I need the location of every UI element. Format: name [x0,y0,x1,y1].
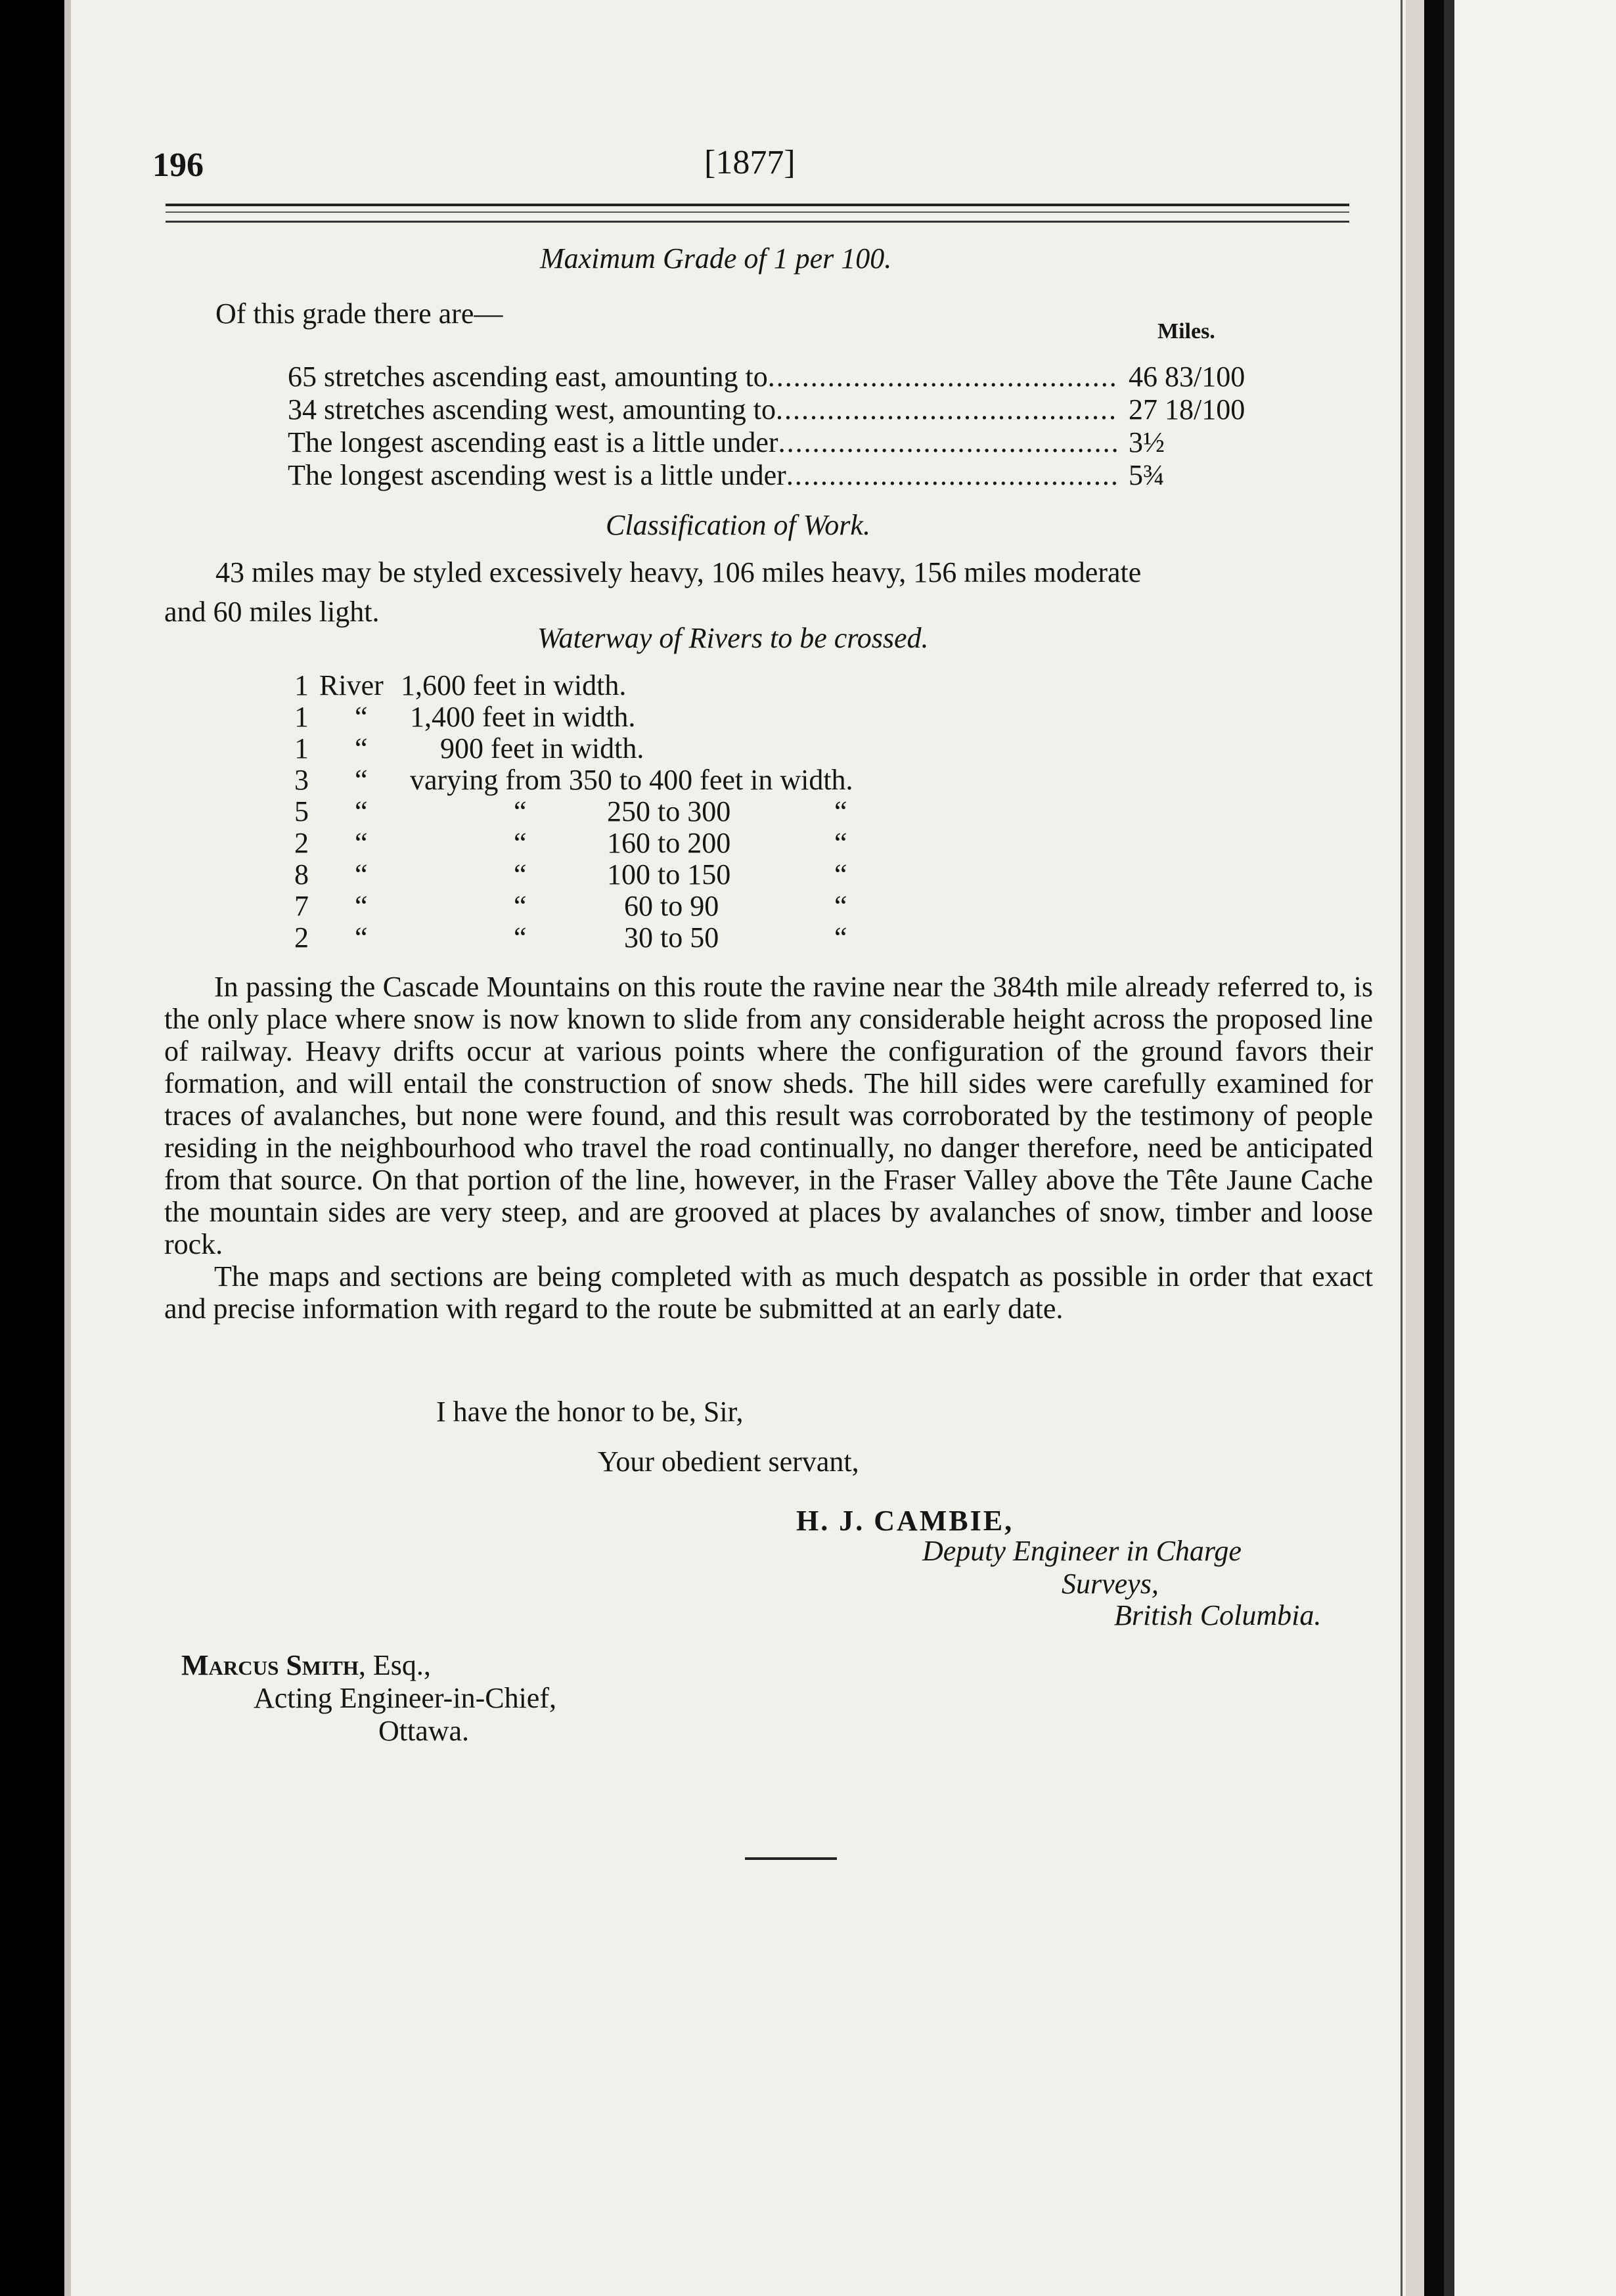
leader-dots [768,360,1117,393]
closing-line: Your obedient servant, [598,1446,859,1478]
river-range: 160 to 200 [607,827,731,859]
header-rule [166,221,1349,223]
river-count: 5 [294,795,309,828]
river-kind: “ [355,764,368,796]
end-rule [745,1857,837,1860]
classification-title: Classification of Work. [606,509,870,541]
closing-line: I have the honor to be, Sir, [436,1396,744,1428]
addressee-name: Marcus Smith [181,1649,359,1681]
river-unit: “ [834,858,847,891]
river-range: 100 to 150 [607,858,731,891]
river-unit: “ [834,795,847,828]
addressee-suffix: , Esq., [358,1649,431,1681]
page-year: [1877] [704,144,796,181]
grade-row [288,393,1246,426]
waterway-title: Waterway of Rivers to be crossed. [537,622,929,654]
river-kind: River [319,669,384,701]
miles-header: Miles. [1157,319,1215,343]
classification-line: and 60 miles light. [164,596,380,628]
paragraph: The maps and sections are being completed with as much despatch as possible in order that exact and precise information with regard to the route be submitted at an early date. [164,1260,1373,1325]
river-kind: “ [355,921,368,954]
signer-title: Deputy Engineer in Charge [922,1535,1242,1567]
river-count: 2 [294,827,309,859]
grade-row-value: 3½ [1129,426,1165,458]
river-ditto: “ [514,827,527,859]
fold-line [1401,0,1403,2296]
river-kind: “ [355,827,368,859]
river-count: 3 [294,764,309,796]
grade-row [288,458,1234,492]
river-range: 250 to 300 [607,795,731,828]
grade-title: Maximum Grade of 1 per 100. [540,242,892,275]
river-count: 1 [294,732,309,764]
river-kind: “ [355,701,368,733]
grade-row-label: 34 stretches ascending west, amounting to [288,393,776,426]
grade-intro: Of this grade there are— [215,298,503,330]
river-unit: “ [834,827,847,859]
river-ditto: “ [514,858,527,891]
river-range: 60 to 90 [624,890,719,922]
river-count: 1 [294,701,309,733]
river-range: 30 to 50 [624,921,719,954]
signer-title: Surveys, [1062,1568,1159,1600]
grade-row [288,426,1234,459]
river-kind: “ [355,732,368,764]
addressee-line [181,1648,431,1682]
grade-row [288,360,1246,393]
grade-row-value: 5¾ [1129,459,1165,491]
addressee-place: Ottawa. [378,1715,470,1747]
leader-dots [778,426,1117,459]
grade-row-label: 65 stretches ascending east, amounting to [288,361,768,393]
river-ditto: “ [514,921,527,954]
signer-name: H. J. CAMBIE, [796,1505,1014,1537]
grade-row-label: The longest ascending east is a little under [288,426,778,458]
river-kind: “ [355,795,368,828]
next-page [1454,0,1616,2296]
leader-dots [776,393,1117,426]
paragraph: In passing the Cascade Mountains on this route the ravine near the 384th mile already referred to, is the only place where snow is now known to slide from any considerable height across the proposed line of railway. Heavy drifts occur at various points where the configuration of the ground favors their formation, and will entail the construction of snow sheds. The hill sides were carefully examined for traces of avalanches, but none were found, and this result was corroborated by the testimony of people residing in the neighbourhood who travel the road continually, no danger therefore, need be anticipated from that source. On that portion of the line, however, in the Fraser Valley above the Tête Jaune Cache the mountain sides are very steep, and are grooved at places by avalanches of snow, timber and loose rock. [164,971,1373,1260]
river-count: 8 [294,858,309,891]
grade-row-label: The longest ascending west is a little under [288,459,786,491]
river-unit: “ [834,921,847,954]
header-rule [166,211,1349,213]
river-desc: 1,600 feet in width. [401,669,627,701]
river-kind: “ [355,890,368,922]
page-shadow [1406,0,1424,2296]
page-left-edge [64,0,71,2296]
grade-row-value: 46 83/100 [1129,361,1246,393]
leader-dots [786,458,1117,492]
river-unit: “ [834,890,847,922]
river-count: 7 [294,890,309,922]
header-rule [166,204,1349,206]
river-ditto: “ [514,890,527,922]
addressee-role: Acting Engineer-in-Chief, [254,1682,556,1714]
body-text [164,971,1373,1325]
river-kind: “ [355,858,368,891]
river-desc: varying from 350 to 400 feet in width. [410,764,853,796]
river-ditto: “ [514,795,527,828]
river-count: 1 [294,669,309,701]
classification-line: 43 miles may be styled excessively heavy, 106 miles heavy, 156 miles moderate [215,556,1142,588]
signer-title: British Columbia. [1114,1599,1322,1631]
river-count: 2 [294,921,309,954]
page-number: 196 [152,146,204,184]
river-desc: 900 feet in width. [440,732,644,764]
grade-row-value: 27 18/100 [1129,393,1246,426]
river-desc: 1,400 feet in width. [410,701,636,733]
